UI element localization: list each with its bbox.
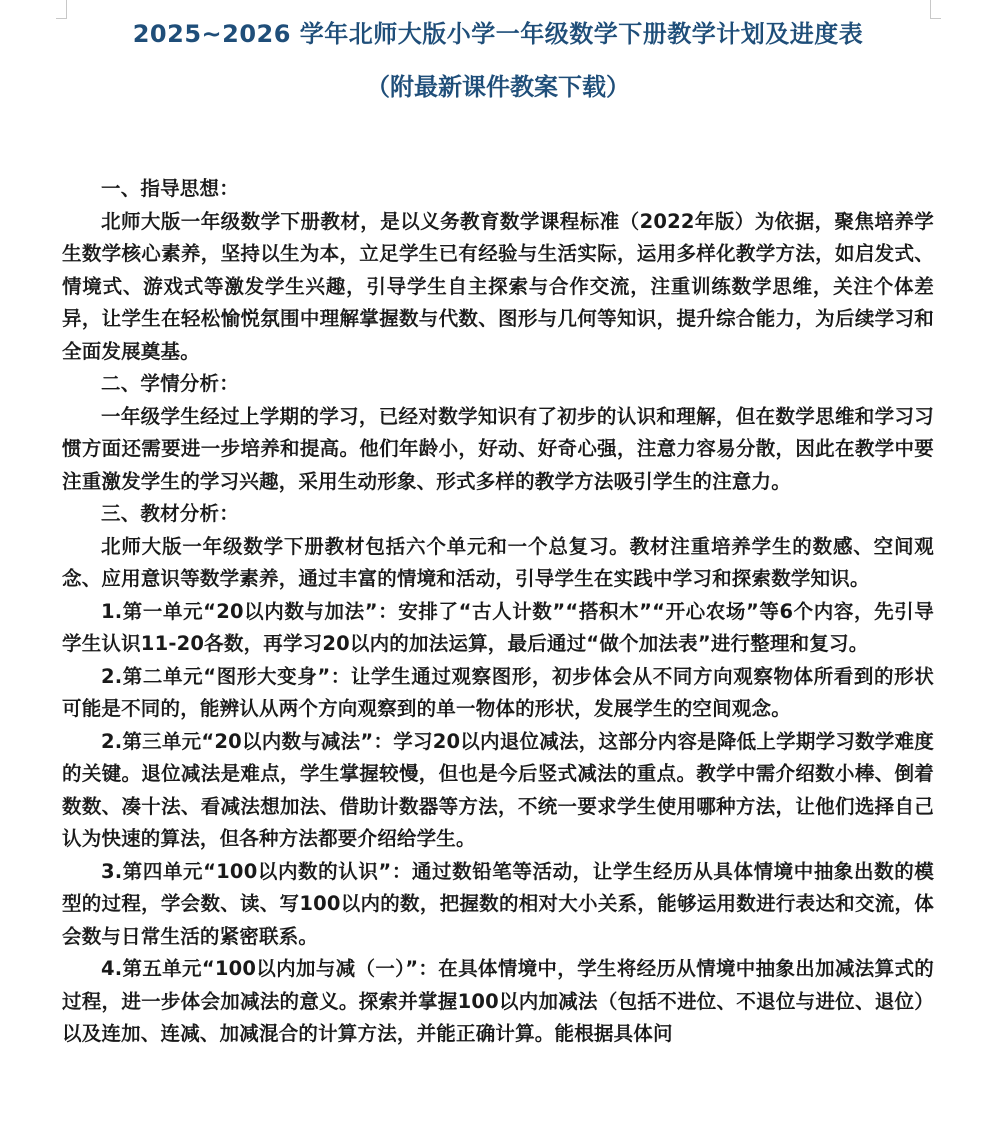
document-title: 2025~2026 学年北师大版小学一年级数学下册教学计划及进度表 — [132, 20, 864, 48]
document-page — [62, 14, 934, 1051]
paragraph-student-analysis: 一年级学生经过上学期的学习，已经对数学知识有了初步的认识和理解，但在数学思维和学习习惯方面还需要进一步培养和提高。他们年龄小，好动、好奇心强，注意力容易分散，因此在教学中要注重激发学生的学习兴趣，采用生动形象、形式多样的教学方法吸引学生的注意力。 — [62, 404, 934, 493]
heading-guiding-ideology: 一、指导思想： — [101, 177, 239, 200]
paragraph-unit-5: 4.第五单元“100以内加与减（一）”：在具体情境中，学生将经历从情境中抽象出加减法算式的过程，进一步体会加减法的意义。探索并掌握100以内加减法（包括不进位、不退位与进位、退位）以及连加、连减、加减混合的计算方法，并能正确计算。能根据具体问 — [62, 957, 934, 1045]
paragraph-unit-4: 3.第四单元“100以内数的认识”：通过数铅笔等活动，让学生经历从具体情境中抽象出数的模型的过程，学会数、读、写100以内的数，把握数的相对大小关系，能够运用数进行表达和交流，体会数与日常生活的紧密联系。 — [62, 859, 934, 948]
paragraph-unit-3: 2.第三单元“20以内数与减法”：学习20以内退位减法，这部分内容是降低上学期学习数学难度的关键。退位减法是难点，学生掌握较慢，但也是今后竖式减法的重点。教学中需介绍数小棒、倒着数数、凑十法、看减法想加法、借助计数器等方法，不统一要求学生使用哪种方法，让他们选择自己认为快速的算法，但各种方法都要介绍给学生。 — [62, 729, 934, 850]
paragraph-textbook-analysis: 北师大版一年级数学下册教材包括六个单元和一个总复习。教材注重培养学生的数感、空间观念、应用意识等数学素养，通过丰富的情境和活动，引导学生在实践中学习和探索数学知识。 — [62, 534, 934, 590]
document-subtitle: （附最新课件教案下载） — [366, 73, 630, 101]
document-body — [62, 173, 934, 1051]
paragraph-unit-2: 2.第二单元“图形大变身”：让学生通过观察图形，初步体会从不同方向观察物体所看到的形状可能是不同的，能辨认从两个方向观察到的单一物体的形状，发展学生的空间观念。 — [62, 664, 934, 720]
heading-textbook-analysis: 三、教材分析： — [101, 502, 239, 525]
paragraph-guiding-ideology: 北师大版一年级数学下册教材，是以义务教育数学课程标准（2022年版）为依据，聚焦培养学生数学核心素养，坚持以生为本，立足学生已有经验与生活实际，运用多样化教学方法，如启发式、情境式、游戏式等激发学生兴趣，引导学生自主探索与合作交流，注重训练数学思维，关注个体差异，让学生在轻松愉悦氛围中理解掌握数与代数、图形与几何等知识，提升综合能力，为后续学习和全面发展奠基。 — [62, 209, 934, 363]
paragraph-unit-1: 1.第一单元“20以内数与加法”：安排了“古人计数”“搭积木”“开心农场”等6个内容，先引导学生认识11-20各数，再学习20以内的加法运算，最后通过“做个加法表”进行整理和复习。 — [62, 599, 934, 655]
heading-student-analysis: 二、学情分析： — [101, 372, 239, 395]
